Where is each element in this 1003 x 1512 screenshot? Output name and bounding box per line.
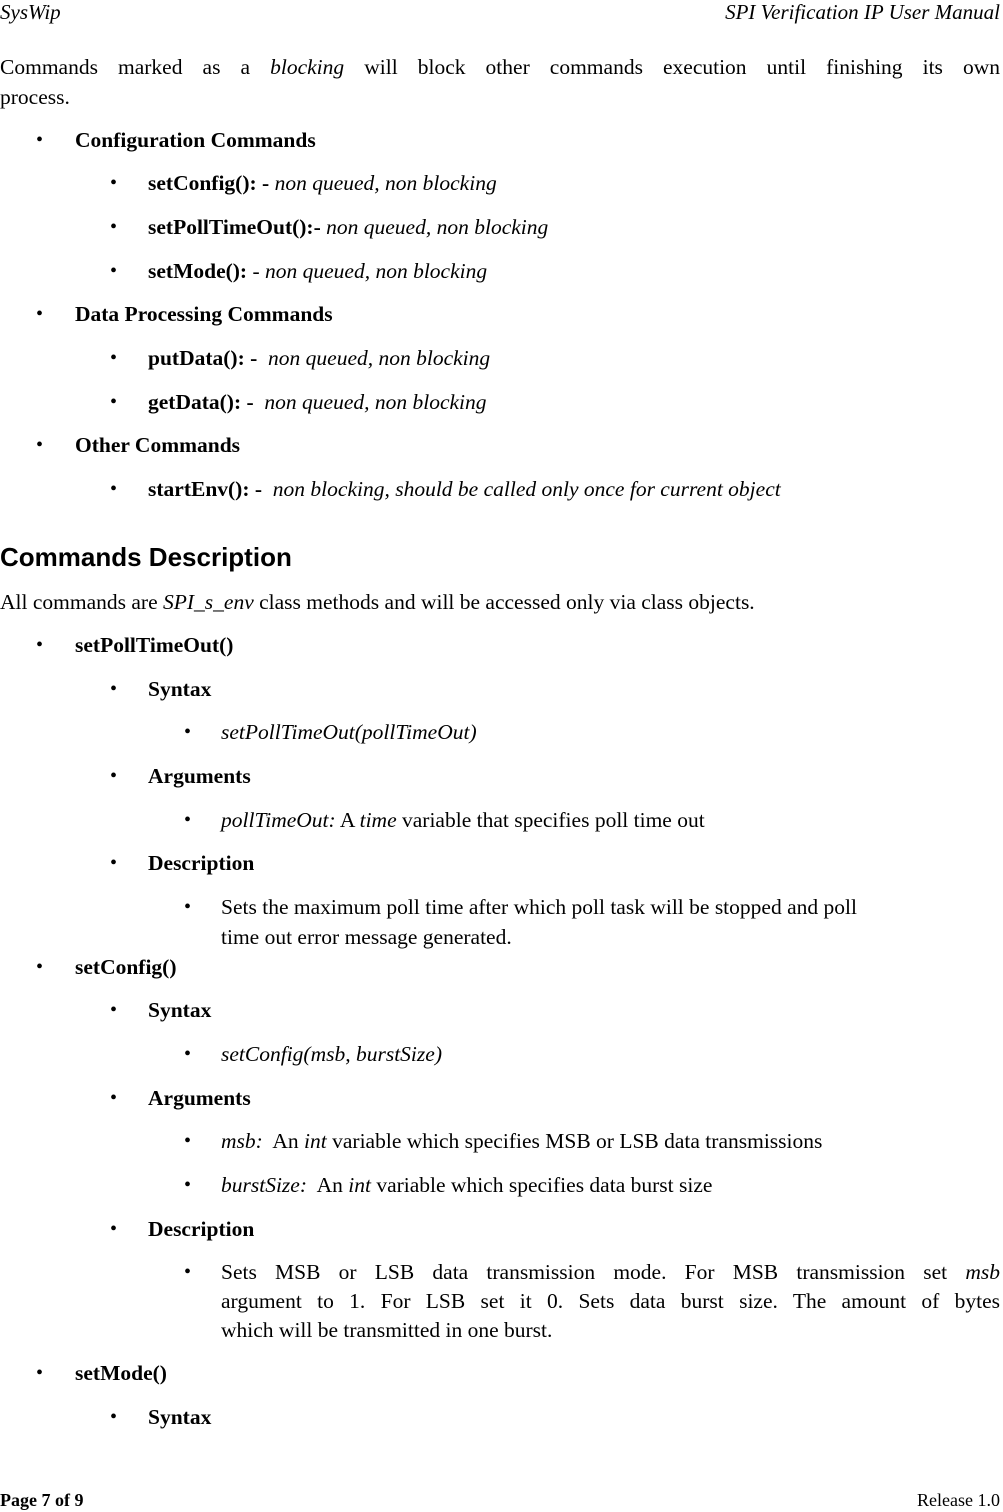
- cmd-setconfig-desc-line-3: which will be transmitted in one burst.: [221, 1318, 553, 1342]
- syntax-label: Syntax: [148, 998, 212, 1022]
- config-item-setconfig: setConfig(): - non queued, non blocking: [148, 171, 497, 195]
- footer-release: Release 1.0: [917, 1490, 1000, 1510]
- header-left: SysWip: [0, 0, 61, 24]
- bullet: •: [184, 896, 192, 918]
- bullet: •: [110, 478, 118, 500]
- bullet: •: [110, 391, 118, 413]
- bullet: •: [36, 1362, 44, 1384]
- footer-page-number: Page 7 of 9: [0, 1490, 84, 1510]
- cmd-setpolltimeout-desc-line-1: Sets the maximum poll time after which poll task will be stopped and poll: [221, 895, 857, 919]
- section-intro: All commands are SPI_s_env class methods and will be accessed only via class objects.: [0, 590, 755, 614]
- bullet: •: [110, 1406, 118, 1428]
- intro-line-2: process.: [0, 85, 70, 109]
- bullet: •: [184, 1174, 192, 1196]
- bullet: •: [184, 809, 192, 831]
- bullet: •: [184, 1043, 192, 1065]
- bullet: •: [110, 999, 118, 1021]
- bullet: •: [110, 1087, 118, 1109]
- bullet: •: [184, 1130, 192, 1152]
- bullet: •: [110, 765, 118, 787]
- arguments-label: Arguments: [148, 1086, 251, 1110]
- section-title: Commands Description: [0, 542, 292, 572]
- bullet: •: [110, 347, 118, 369]
- cmd-setconfig-desc-line-2: argument to 1. For LSB set it 0. Sets data burst size. The amount of bytes: [221, 1289, 1000, 1313]
- group-data-title: Data Processing Commands: [75, 302, 333, 326]
- bullet: •: [110, 678, 118, 700]
- bullet: •: [184, 1261, 192, 1283]
- cmd-setconfig-desc-line-1: Sets MSB or LSB data transmission mode. For MSB transmission set msb: [221, 1260, 1000, 1284]
- description-label: Description: [148, 851, 255, 875]
- intro-line-1: Commands marked as a blocking will block other commands execution until finishing its own: [0, 55, 1001, 79]
- cmd-setpolltimeout-desc-line-2: time out error message generated.: [221, 925, 512, 949]
- bullet: •: [110, 852, 118, 874]
- bullet: •: [110, 260, 118, 282]
- syntax-label: Syntax: [148, 1405, 212, 1429]
- syntax-label: Syntax: [148, 677, 212, 701]
- bullet: •: [36, 956, 44, 978]
- cmd-setconfig-arg-msb: msb: An int variable which specifies MSB or LSB data transmissions: [221, 1129, 823, 1153]
- group-config-title: Configuration Commands: [75, 128, 316, 152]
- cmd-setpolltimeout-syntax: setPollTimeOut(pollTimeOut): [221, 720, 477, 744]
- cmd-setconfig-title: setConfig(): [75, 955, 177, 979]
- bullet: •: [110, 172, 118, 194]
- bullet: •: [110, 216, 118, 238]
- bullet: •: [36, 434, 44, 456]
- data-item-putdata: putData(): - non queued, non blocking: [148, 346, 491, 370]
- config-item-setmode: setMode(): - non queued, non blocking: [148, 259, 488, 283]
- bullet: •: [36, 634, 44, 656]
- config-item-setpolltimeout: setPollTimeOut():- non queued, non blocking: [148, 215, 549, 239]
- header-right: SPI Verification IP User Manual: [725, 0, 1000, 24]
- bullet: •: [184, 721, 192, 743]
- description-label: Description: [148, 1217, 255, 1241]
- arguments-label: Arguments: [148, 764, 251, 788]
- group-other-title: Other Commands: [75, 433, 241, 457]
- bullet: •: [36, 129, 44, 151]
- cmd-setmode-title: setMode(): [75, 1361, 167, 1385]
- cmd-setpolltimeout-title: setPollTimeOut(): [75, 633, 234, 657]
- bullet: •: [110, 1218, 118, 1240]
- data-item-getdata: getData(): - non queued, non blocking: [148, 390, 487, 414]
- cmd-setconfig-arg-burstsize: burstSize: An int variable which specifies data burst size: [221, 1173, 713, 1197]
- cmd-setconfig-syntax: setConfig(msb, burstSize): [221, 1042, 442, 1066]
- cmd-setpolltimeout-arg-polltimeout: pollTimeOut: A time variable that specifies poll time out: [221, 808, 705, 832]
- bullet: •: [36, 303, 44, 325]
- other-item-startenv: startEnv(): - non blocking, should be called only once for current object: [148, 477, 781, 501]
